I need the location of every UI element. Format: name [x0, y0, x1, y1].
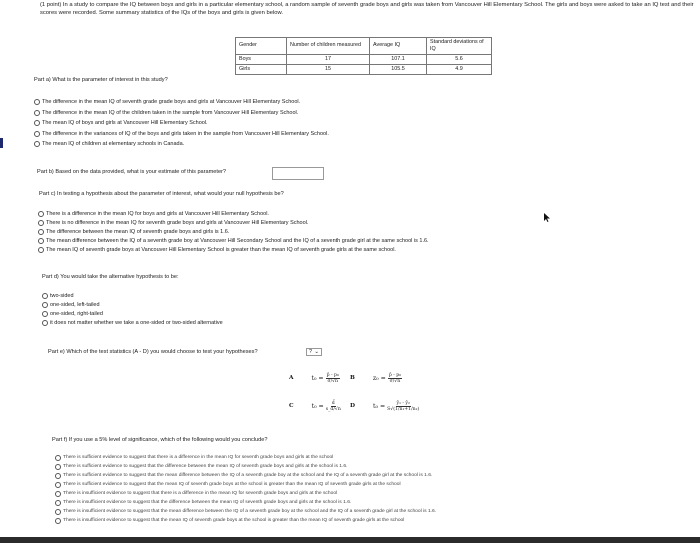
part-a-option[interactable]: The difference in the mean IQ of seventh grade grade boys and girls at Vancouver Hill Elementary School. [34, 99, 300, 106]
formula-lhs: z₀ = [372, 374, 386, 382]
table-header: Standard deviations of IQ [427, 38, 492, 55]
part-f-question: Part f) If you use a 5% level of significance, which of the following would you conclude? [52, 437, 268, 443]
part-b-question: Part b) Based on the data provided, what is your estimate of this parameter? [37, 169, 227, 175]
formula-lhs: t₀ = [373, 402, 386, 410]
formula-numerator: p̂ - p₀ [326, 373, 339, 378]
part-c-option[interactable]: There is no difference in the mean IQ for seventh grade boys and girls at Vancouver Hill Elementary School. [38, 220, 308, 227]
part-d-option[interactable]: one-sided, right-tailed [42, 311, 103, 318]
part-a-option[interactable]: The difference in the mean IQ of the children taken in the sample from Vancouver Hill Elementary School. [34, 110, 298, 117]
radio-button[interactable] [55, 518, 61, 524]
table-cell: 15 [287, 64, 370, 74]
table-cell: 105.5 [370, 64, 427, 74]
part-e-question: Part e) Which of the test statistics (A - D) you would choose to test your hypotheses? [48, 349, 258, 355]
table-cell: 17 [287, 54, 370, 64]
radio-button[interactable] [38, 238, 44, 244]
summary-table [235, 37, 492, 75]
part-e-answer-select[interactable] [306, 348, 322, 356]
table-header-row [236, 38, 492, 55]
formula-letter: C [289, 402, 294, 409]
radio-button[interactable] [42, 320, 48, 326]
radio-button[interactable] [42, 311, 48, 317]
part-c-option[interactable]: The difference between the mean IQ of seventh grade boys and girls is 1.6. [38, 229, 229, 236]
problem-intro: (1 point) In a study to compare the IQ between boys and girls in a particular elementary school, a random sample of seventh grade boys and girls was taken from Vancouver Hill Elementary School. The girls and boys were asked to take an IQ test and their scores were recorded. Some summary statistics of the IQs of the boys and girls is given below. [40, 2, 694, 17]
formula-lhs: t₀ = [311, 374, 324, 382]
part-c-option[interactable]: The mean IQ of seventh grade boys at Vancouver Hill Elementary School is greater than the mean IQ of seventh grade girls at the same school. [38, 247, 396, 254]
table-row [236, 64, 492, 74]
radio-button[interactable] [55, 473, 61, 479]
formula-denominator: σ/√n [327, 379, 339, 384]
formula-denominator: S√(1/n₁+1/n₂) [387, 407, 420, 412]
part-c-option[interactable]: There is a difference in the mean IQ for boys and girls at Vancouver Hill Elementary School. [38, 211, 269, 218]
formula-denominator: σ/√n [389, 379, 401, 384]
select-value: ? [309, 348, 313, 355]
radio-button[interactable] [34, 141, 40, 147]
radio-button[interactable] [34, 131, 40, 137]
part-d-option[interactable]: one-sided, left-tailed [42, 302, 100, 309]
part-d-option[interactable]: it does not matter whether we take a one-sided or two-sided alternative [42, 320, 223, 327]
table-header: Average IQ [370, 38, 427, 55]
radio-button[interactable] [38, 211, 44, 217]
radio-button[interactable] [55, 491, 61, 497]
formula-numerator: ȳ₁ - ȳ₂ [396, 401, 410, 406]
radio-button[interactable] [34, 110, 40, 116]
radio-button[interactable] [55, 509, 61, 515]
part-c-option[interactable]: The mean difference between the IQ of a seventh grade boy at Vancouver Hill Secondary School and the IQ of a seventh grade girl at the same school is 1.6. [38, 238, 429, 245]
part-a-question: Part a) What is the parameter of interest in this study? [34, 77, 168, 83]
radio-button[interactable] [38, 229, 44, 235]
table-cell: Girls [236, 64, 287, 74]
table-header: Gender [236, 38, 287, 55]
table-header: Number of children measured [287, 38, 370, 55]
radio-button[interactable] [34, 99, 40, 105]
radio-button[interactable] [34, 120, 40, 126]
part-f-option[interactable]: There is sufficient evidence to suggest that the mean difference between the IQ of a seventh grade boy at the school and the IQ of a seventh grade girl at the school is 1.6. [55, 473, 432, 479]
radio-button[interactable] [38, 220, 44, 226]
formula-letter: D [350, 402, 356, 409]
radio-button[interactable] [55, 464, 61, 470]
radio-button[interactable] [55, 482, 61, 488]
formula-letter: B [350, 374, 355, 381]
part-a-option[interactable]: The mean IQ of children at elementary schools in Canada. [34, 141, 184, 148]
left-margin-marker [0, 138, 3, 148]
formula-numerator: p̂ - p₀ [388, 373, 402, 378]
part-d-question: Part d) You would take the alternative hypothesis to be: [42, 274, 179, 280]
chevron-down-icon: ⌄ [314, 348, 319, 355]
part-a-option[interactable]: The difference in the variances of IQ of the boys and girls taken in the sample from Vancouver Hill Elementary School. [34, 131, 329, 138]
radio-button[interactable] [55, 455, 61, 461]
table-cell: 5.6 [427, 54, 492, 64]
radio-button[interactable] [55, 500, 61, 506]
part-f-option[interactable]: There is sufficient evidence to suggest that there is a difference in the mean IQ for seventh grade boys and girls at the school [55, 455, 333, 461]
part-f-option[interactable]: There is insufficient evidence to suggest that the mean difference between the IQ of a seventh grade boy at the school and the IQ of a seventh grade girl at the school is 1.6. [55, 509, 436, 515]
table-row [236, 54, 492, 64]
part-f-option[interactable]: There is insufficient evidence to suggest that the mean IQ of seventh grade boys at the school is greater than the mean IQ of seventh grade girls at the school [55, 518, 404, 524]
bottom-scrollbar[interactable] [0, 537, 700, 543]
formula-lhs: t₀ = [311, 402, 324, 410]
part-f-option[interactable]: There is sufficient evidence to suggest that the difference between the mean IQ of seventh grade boys and girls at the school is 1.6. [55, 464, 347, 470]
formula-numerator: d̄ [331, 401, 335, 406]
table-cell: 107.1 [370, 54, 427, 64]
table-cell: Boys [236, 54, 287, 64]
part-c-question: Part c) In testing a hypothesis about the parameter of interest, what would your null hypothesis be? [39, 191, 284, 197]
part-a-option[interactable]: The mean IQ of boys and girls at Vancouver Hill Elementary School. [34, 120, 208, 127]
formula-b [350, 373, 402, 384]
formula-denominator: s_d/√n [325, 407, 341, 412]
part-b-answer-input[interactable] [272, 167, 324, 180]
radio-button[interactable] [42, 293, 48, 299]
radio-button[interactable] [38, 247, 44, 253]
table-cell: 4.9 [427, 64, 492, 74]
formula-a [289, 373, 340, 384]
formula-d [350, 401, 419, 412]
radio-button[interactable] [42, 302, 48, 308]
part-f-option[interactable]: There is sufficient evidence to suggest that the mean IQ of seventh grade boys at the school is greater than the mean IQ of seventh grade girls at the school [55, 482, 401, 488]
part-d-option[interactable]: two-sided [42, 293, 74, 300]
part-f-option[interactable]: There is insufficient evidence to suggest that there is a difference in the mean IQ for seventh grade boys and girls at the school [55, 491, 337, 497]
formula-letter: A [289, 374, 294, 381]
formula-c [289, 401, 341, 412]
part-f-option[interactable]: There is insufficient evidence to suggest that the difference between the mean IQ of seventh grade boys and girls at the school is 1.6. [55, 500, 351, 506]
